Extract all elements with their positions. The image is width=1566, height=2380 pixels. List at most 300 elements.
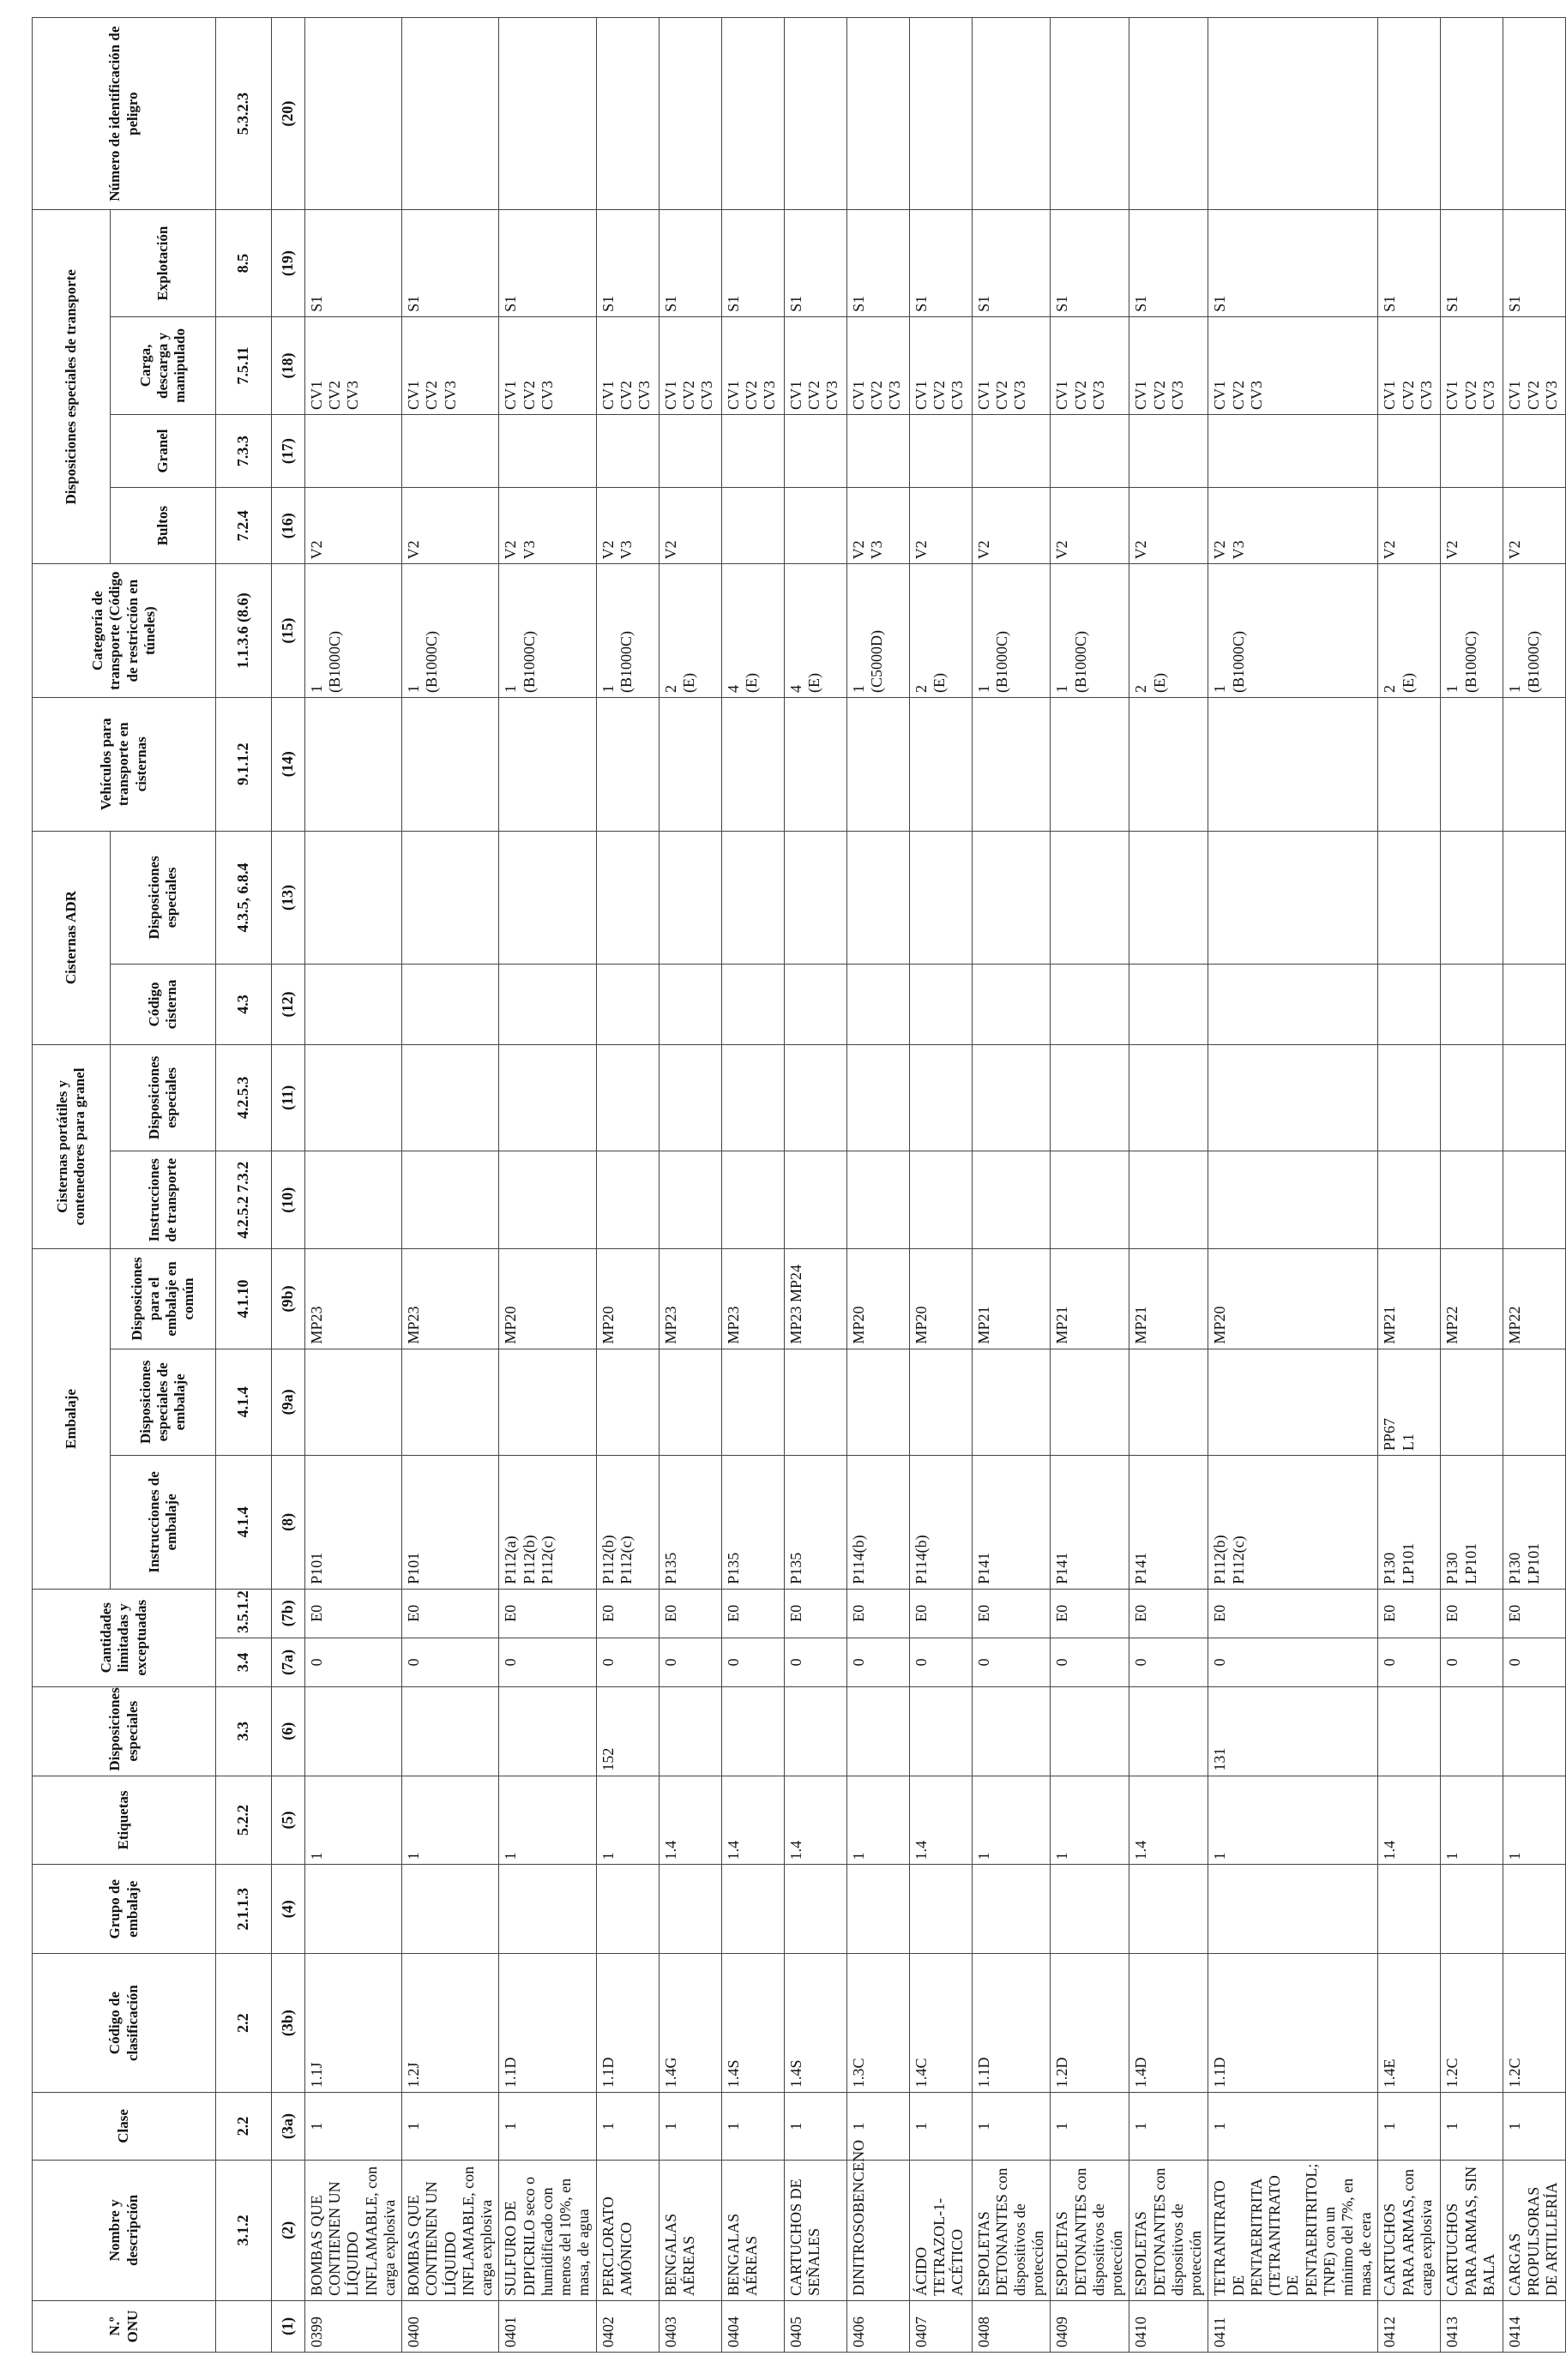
column-number-row (272, 18, 305, 2353)
cell-eq: E0 (972, 1589, 1051, 1638)
cell-un: 0407 (909, 2300, 972, 2352)
cell-lq: 0 (1129, 1638, 1208, 1686)
cell-sp (659, 1686, 721, 1776)
cell-eq: E0 (784, 1589, 846, 1638)
cell-pi: P112(b) P112(c) (596, 1456, 659, 1590)
header-loading: Carga, descarga y manipulado (111, 316, 216, 414)
cell-empty (402, 1151, 499, 1249)
cell-pi: P114(b) (846, 1456, 909, 1590)
cell-code: 1.4S (784, 1954, 846, 2093)
cell-mp: MP23 (402, 1249, 499, 1349)
cell-sp (784, 1686, 846, 1776)
cell-empty (909, 965, 972, 1044)
cell-sp (972, 1686, 1051, 1776)
cell-spp (1441, 1349, 1503, 1456)
cell-empty (1208, 1151, 1378, 1249)
cell-empty (402, 697, 499, 831)
cell-v20 (846, 18, 909, 210)
cell-v19: S1 (1378, 210, 1441, 317)
cell-v20 (402, 18, 499, 210)
header-special-transport: Disposiciones especiales de transporte (33, 210, 111, 564)
header-packing-group: Grupo de embalaje (33, 1865, 216, 1954)
cell-spp (402, 1349, 499, 1456)
cell-v16: V2 (1441, 488, 1503, 564)
cell-v16: V2 (1129, 488, 1208, 564)
cell-empty (1051, 1151, 1129, 1249)
cell-empty (1129, 965, 1208, 1044)
cell-empty (596, 1044, 659, 1151)
cell-pi: P101 (305, 1456, 402, 1590)
cell-empty (1503, 1044, 1566, 1151)
cell-eq: E0 (659, 1589, 721, 1638)
cell-code: 1.4C (909, 1954, 972, 2093)
cell-empty (1503, 965, 1566, 1044)
cell-eq: E0 (721, 1589, 784, 1638)
cell-pg (1129, 1865, 1208, 1954)
cell-pi: P112(b) P112(c) (1208, 1456, 1378, 1590)
cell-code: 1.2C (1441, 1954, 1503, 2093)
table-row (596, 18, 659, 2353)
cell-pi: P130 LP101 (1441, 1456, 1503, 1590)
column-number-cell: (14) (272, 697, 305, 831)
cell-empty (499, 1151, 596, 1249)
table-row (1378, 18, 1441, 2353)
cell-spp (721, 1349, 784, 1456)
cell-empty (499, 965, 596, 1044)
cell-lq: 0 (846, 1638, 909, 1686)
reference-cell: 3.1.2 (216, 2160, 272, 2300)
column-number-cell: (17) (272, 415, 305, 488)
reference-cell: 4.3.5, 6.8.4 (216, 831, 272, 965)
table-row (499, 18, 596, 2353)
cell-eq: E0 (596, 1589, 659, 1638)
cell-mp: MP21 (1378, 1249, 1441, 1349)
header-special-packing-provisions: Disposiciones especiales de embalaje (111, 1349, 216, 1456)
cell-empty (784, 1044, 846, 1151)
column-number-cell: (9a) (272, 1349, 305, 1456)
cell-empty (972, 1044, 1051, 1151)
cell-v17 (1129, 415, 1208, 488)
cell-v17 (1378, 415, 1441, 488)
cell-v17 (846, 415, 909, 488)
cell-tc: 1 (B1000C) (402, 564, 499, 698)
header-vehicle: Vehículos para transporte en cisternas (33, 697, 216, 831)
cell-sp (1503, 1686, 1566, 1776)
reference-cell: 4.3 (216, 965, 272, 1044)
cell-v20 (499, 18, 596, 210)
cell-empty (596, 1151, 659, 1249)
cell-v19: S1 (1051, 210, 1129, 317)
table-row (1441, 18, 1503, 2353)
cell-empty (909, 1044, 972, 1151)
column-number-cell: (5) (272, 1776, 305, 1865)
cell-lbl: 1.4 (909, 1776, 972, 1865)
header-limited-excepted: Cantidades limitadas y exceptuadas (33, 1589, 216, 1686)
cell-lbl: 1 (1051, 1776, 1129, 1865)
cell-cls: 1 (972, 2093, 1051, 2161)
cell-sp (721, 1686, 784, 1776)
table-row (1129, 18, 1208, 2353)
cell-lq: 0 (499, 1638, 596, 1686)
cell-v18: CV1 CV2 CV3 (499, 316, 596, 414)
cell-code: 1.3C (846, 1954, 909, 2093)
cell-v17 (1503, 415, 1566, 488)
cell-sp: 131 (1208, 1686, 1378, 1776)
cell-v20 (1051, 18, 1129, 210)
cell-empty (305, 697, 402, 831)
cell-tc: 2 (E) (909, 564, 972, 698)
cell-mp: MP21 (1129, 1249, 1208, 1349)
cell-empty (1208, 1044, 1378, 1151)
cell-v16 (784, 488, 846, 564)
cell-empty (846, 965, 909, 1044)
cell-lbl: 1 (1208, 1776, 1378, 1865)
cell-empty (1051, 697, 1129, 831)
cell-mp: MP20 (909, 1249, 972, 1349)
cell-pg (659, 1865, 721, 1954)
cell-mp: MP23 MP24 (784, 1249, 846, 1349)
cell-empty (1051, 831, 1129, 965)
cell-empty (1129, 831, 1208, 965)
cell-empty (499, 697, 596, 831)
cell-code: 1.1D (1208, 1954, 1378, 2093)
cell-v18: CV1 CV2 CV3 (1503, 316, 1566, 414)
column-number-cell: (2) (272, 2160, 305, 2300)
cell-mp: MP23 (721, 1249, 784, 1349)
reference-cell: 2.2 (216, 1954, 272, 2093)
cell-un: 0412 (1378, 2300, 1441, 2352)
cell-v20 (1208, 18, 1378, 210)
cell-pg (1208, 1865, 1378, 1954)
cell-sp (499, 1686, 596, 1776)
cell-tc: 2 (E) (1129, 564, 1208, 698)
header-row-1 (33, 18, 111, 2353)
cell-empty (1129, 1151, 1208, 1249)
table-row (846, 18, 909, 2353)
cell-pg (972, 1865, 1051, 1954)
cell-sp (402, 1686, 499, 1776)
cell-tc: 1 (B1000C) (972, 564, 1051, 698)
cell-v19: S1 (1129, 210, 1208, 317)
cell-v16: V2 (972, 488, 1051, 564)
cell-un: 0399 (305, 2300, 402, 2352)
cell-v17 (499, 415, 596, 488)
cell-code: 1.1D (499, 1954, 596, 2093)
cell-pi: P112(a) P112(b) P112(c) (499, 1456, 596, 1590)
cell-lbl: 1.4 (784, 1776, 846, 1865)
cell-pg (846, 1865, 909, 1954)
cell-name: CARGAS PROPULSORAS DE ARTILLERÍA (1503, 2160, 1566, 2300)
cell-mp: MP22 (1441, 1249, 1503, 1349)
cell-lbl: 1 (1503, 1776, 1566, 1865)
table-row (784, 18, 846, 2353)
cell-v20 (596, 18, 659, 210)
table-row (721, 18, 784, 2353)
cell-spp (596, 1349, 659, 1456)
cell-empty (1378, 697, 1441, 831)
cell-name: ESPOLETAS DETONANTES con dispositivos de protección (1051, 2160, 1129, 2300)
table-row (972, 18, 1051, 2353)
cell-empty (784, 697, 846, 831)
cell-name: CARTUCHOS PARA ARMAS, con carga explosiva (1378, 2160, 1441, 2300)
cell-empty (1441, 965, 1503, 1044)
reference-cell: 7.3.3 (216, 415, 272, 488)
cell-cls: 1 (1129, 2093, 1208, 2161)
cell-empty (1441, 831, 1503, 965)
cell-eq: E0 (1503, 1589, 1566, 1638)
cell-v17 (721, 415, 784, 488)
cell-v16: V2 (305, 488, 402, 564)
cell-empty (659, 697, 721, 831)
cell-pg (499, 1865, 596, 1954)
cell-spp (1129, 1349, 1208, 1456)
column-number-cell: (9b) (272, 1249, 305, 1349)
cell-cls: 1 (1378, 2093, 1441, 2161)
cell-empty (402, 965, 499, 1044)
cell-spp (784, 1349, 846, 1456)
cell-un: 0402 (596, 2300, 659, 2352)
cell-empty (305, 831, 402, 965)
column-number-cell: (12) (272, 965, 305, 1044)
reference-cell: 2.1.1.3 (216, 1865, 272, 1954)
cell-eq: E0 (846, 1589, 909, 1638)
cell-v16: V2 V3 (1208, 488, 1378, 564)
cell-code: 1.1J (305, 1954, 402, 2093)
cell-v17 (596, 415, 659, 488)
cell-cls: 1 (596, 2093, 659, 2161)
cell-lbl: 1 (402, 1776, 499, 1865)
column-number-cell: (19) (272, 210, 305, 317)
cell-cls: 1 (1503, 2093, 1566, 2161)
cell-v20 (721, 18, 784, 210)
header-tank-code: Código cisterna (111, 965, 216, 1044)
cell-un: 0406 (846, 2300, 909, 2352)
cell-tc: 1 (B1000C) (1051, 564, 1129, 698)
cell-v18: CV1 CV2 CV3 (1208, 316, 1378, 414)
cell-v18: CV1 CV2 CV3 (402, 316, 499, 414)
cell-v17 (659, 415, 721, 488)
cell-pi: P101 (402, 1456, 499, 1590)
header-packages: Bultos (111, 488, 216, 564)
cell-code: 1.1D (596, 1954, 659, 2093)
cell-empty (909, 1151, 972, 1249)
cell-lq: 0 (596, 1638, 659, 1686)
cell-empty (1208, 831, 1378, 965)
dangerous-goods-table (32, 17, 1566, 2353)
cell-pi: P135 (659, 1456, 721, 1590)
cell-empty (721, 965, 784, 1044)
cell-v18: CV1 CV2 CV3 (1378, 316, 1441, 414)
cell-sp (1129, 1686, 1208, 1776)
cell-cls: 1 (1441, 2093, 1503, 2161)
cell-mp: MP22 (1503, 1249, 1566, 1349)
cell-empty (1208, 697, 1378, 831)
cell-v16: V2 (402, 488, 499, 564)
column-number-cell: (7b) (272, 1589, 305, 1638)
cell-empty (1378, 965, 1441, 1044)
cell-empty (846, 831, 909, 965)
cell-un: 0408 (972, 2300, 1051, 2352)
cell-lq: 0 (972, 1638, 1051, 1686)
cell-v18: CV1 CV2 CV3 (846, 316, 909, 414)
cell-pg (1378, 1865, 1441, 1954)
table-row (305, 18, 402, 2353)
cell-empty (1129, 1044, 1208, 1151)
cell-empty (721, 1044, 784, 1151)
cell-spp (1208, 1349, 1378, 1456)
cell-v20 (305, 18, 402, 210)
cell-empty (1208, 965, 1378, 1044)
cell-empty (972, 831, 1051, 965)
reference-cell: 5.2.2 (216, 1776, 272, 1865)
cell-eq: E0 (305, 1589, 402, 1638)
cell-empty (596, 831, 659, 965)
cell-empty (972, 965, 1051, 1044)
cell-eq: E0 (499, 1589, 596, 1638)
cell-spp (846, 1349, 909, 1456)
cell-name: CARTUCHOS DE SEÑALES (784, 2160, 846, 2300)
cell-v16: V2 V3 (846, 488, 909, 564)
cell-v18: CV1 CV2 CV3 (784, 316, 846, 414)
cell-v18: CV1 CV2 CV3 (1441, 316, 1503, 414)
cell-pi: P135 (784, 1456, 846, 1590)
cell-sp (1051, 1686, 1129, 1776)
cell-empty (784, 965, 846, 1044)
cell-lbl: 1 (305, 1776, 402, 1865)
cell-empty (1441, 1044, 1503, 1151)
reference-cell: 4.2.5.2 7.3.2 (216, 1151, 272, 1249)
rotated-table-page (32, 17, 1560, 2353)
cell-cls: 1 (721, 2093, 784, 2161)
reference-cell: 4.1.10 (216, 1249, 272, 1349)
cell-empty (596, 697, 659, 831)
table-row (909, 18, 972, 2353)
cell-empty (659, 1151, 721, 1249)
cell-sp (1378, 1686, 1441, 1776)
cell-pi: P130 LP101 (1378, 1456, 1441, 1590)
cell-v18: CV1 CV2 CV3 (305, 316, 402, 414)
cell-lq: 0 (909, 1638, 972, 1686)
cell-mp: MP20 (499, 1249, 596, 1349)
cell-sp (909, 1686, 972, 1776)
cell-empty (1441, 1151, 1503, 1249)
cell-lbl: 1 (1441, 1776, 1503, 1865)
cell-sp (846, 1686, 909, 1776)
cell-v17 (1208, 415, 1378, 488)
cell-un: 0405 (784, 2300, 846, 2352)
cell-eq: E0 (909, 1589, 972, 1638)
column-number-cell: (7a) (272, 1638, 305, 1686)
cell-v17 (909, 415, 972, 488)
cell-code: 1.4S (721, 1954, 784, 2093)
column-number-cell: (3a) (272, 2093, 305, 2161)
cell-cls: 1 (1208, 2093, 1378, 2161)
cell-v20 (1129, 18, 1208, 210)
header-labels: Etiquetas (33, 1776, 216, 1865)
header-packaging: Embalaje (33, 1249, 111, 1589)
cell-v18: CV1 CV2 CV3 (721, 316, 784, 414)
cell-empty (1378, 1151, 1441, 1249)
cell-v19: S1 (1208, 210, 1378, 317)
cell-tc: 1 (C5000D) (846, 564, 909, 698)
cell-name: BOMBAS QUE CONTIENEN UN LÍQUIDO INFLAMABLE, con carga explosiva (402, 2160, 499, 2300)
reference-cell: 4.2.5.3 (216, 1044, 272, 1151)
cell-tc: 4 (E) (721, 564, 784, 698)
column-number-cell: (6) (272, 1686, 305, 1776)
cell-pi: P114(b) (909, 1456, 972, 1590)
cell-un: 0403 (659, 2300, 721, 2352)
cell-tc: 1 (B1000C) (1503, 564, 1566, 698)
cell-name: ESPOLETAS DETONANTES con dispositivos de protección (1129, 2160, 1208, 2300)
cell-v18: CV1 CV2 CV3 (1129, 316, 1208, 414)
cell-v16: V2 (909, 488, 972, 564)
table-row (659, 18, 721, 2353)
cell-empty (846, 1044, 909, 1151)
cell-empty (846, 697, 909, 831)
cell-mp: MP20 (846, 1249, 909, 1349)
cell-lbl: 1.4 (1378, 1776, 1441, 1865)
cell-code: 1.2D (1051, 1954, 1129, 2093)
cell-name: SULFURO DE DIPICRILO seco o humidificado con menos del 10%, en masa, de agua (499, 2160, 596, 2300)
cell-cls: 1 (846, 2093, 909, 2161)
cell-v17 (972, 415, 1051, 488)
cell-tc: 2 (E) (659, 564, 721, 698)
table-row (1503, 18, 1566, 2353)
cell-name: DINITROSOBENCENO (846, 2160, 909, 2300)
reference-cell: 4.1.4 (216, 1456, 272, 1590)
cell-name: TETRANITRATO DE PENTAERITRITA (TETRANITRATO DE PENTAERITRITOL; TNPE) con un mínimo del 7%, en masa, de cera (1208, 2160, 1378, 2300)
cell-tc: 1 (B1000C) (596, 564, 659, 698)
column-number-cell: (11) (272, 1044, 305, 1151)
cell-pg (1503, 1865, 1566, 1954)
cell-cls: 1 (499, 2093, 596, 2161)
cell-eq: E0 (402, 1589, 499, 1638)
cell-name: CARTUCHOS PARA ARMAS, SIN BALA (1441, 2160, 1503, 2300)
cell-spp: PP67 L1 (1378, 1349, 1441, 1456)
cell-spp (305, 1349, 402, 1456)
cell-sp (305, 1686, 402, 1776)
cell-pg (721, 1865, 784, 1954)
header-mixed-packing: Disposiciones para el embalaje en común (111, 1249, 216, 1349)
column-number-cell: (4) (272, 1865, 305, 1954)
cell-eq: E0 (1378, 1589, 1441, 1638)
cell-un: 0400 (402, 2300, 499, 2352)
cell-empty (402, 1044, 499, 1151)
cell-v19: S1 (659, 210, 721, 317)
cell-sp: 152 (596, 1686, 659, 1776)
cell-lbl: 1 (499, 1776, 596, 1865)
cell-tc: 1 (B1000C) (1441, 564, 1503, 698)
cell-pi: P130 LP101 (1503, 1456, 1566, 1590)
column-number-cell: (15) (272, 564, 305, 698)
cell-v17 (1441, 415, 1503, 488)
cell-empty (659, 965, 721, 1044)
header-pt-special: Disposiciones especiales (111, 1044, 216, 1151)
cell-un: 0404 (721, 2300, 784, 2352)
cell-pi: P141 (1129, 1456, 1208, 1590)
cell-v19: S1 (402, 210, 499, 317)
cell-code: 1.1D (972, 1954, 1051, 2093)
cell-mp: MP20 (1208, 1249, 1378, 1349)
reference-cell: 8.5 (216, 210, 272, 317)
cell-v20 (659, 18, 721, 210)
column-number-cell: (8) (272, 1456, 305, 1590)
header-class: Clase (33, 2093, 216, 2161)
cell-pi: P141 (1051, 1456, 1129, 1590)
cell-empty (1378, 831, 1441, 965)
cell-name: ESPOLETAS DETONANTES con dispositivos de protección (972, 2160, 1051, 2300)
cell-v20 (1378, 18, 1441, 210)
